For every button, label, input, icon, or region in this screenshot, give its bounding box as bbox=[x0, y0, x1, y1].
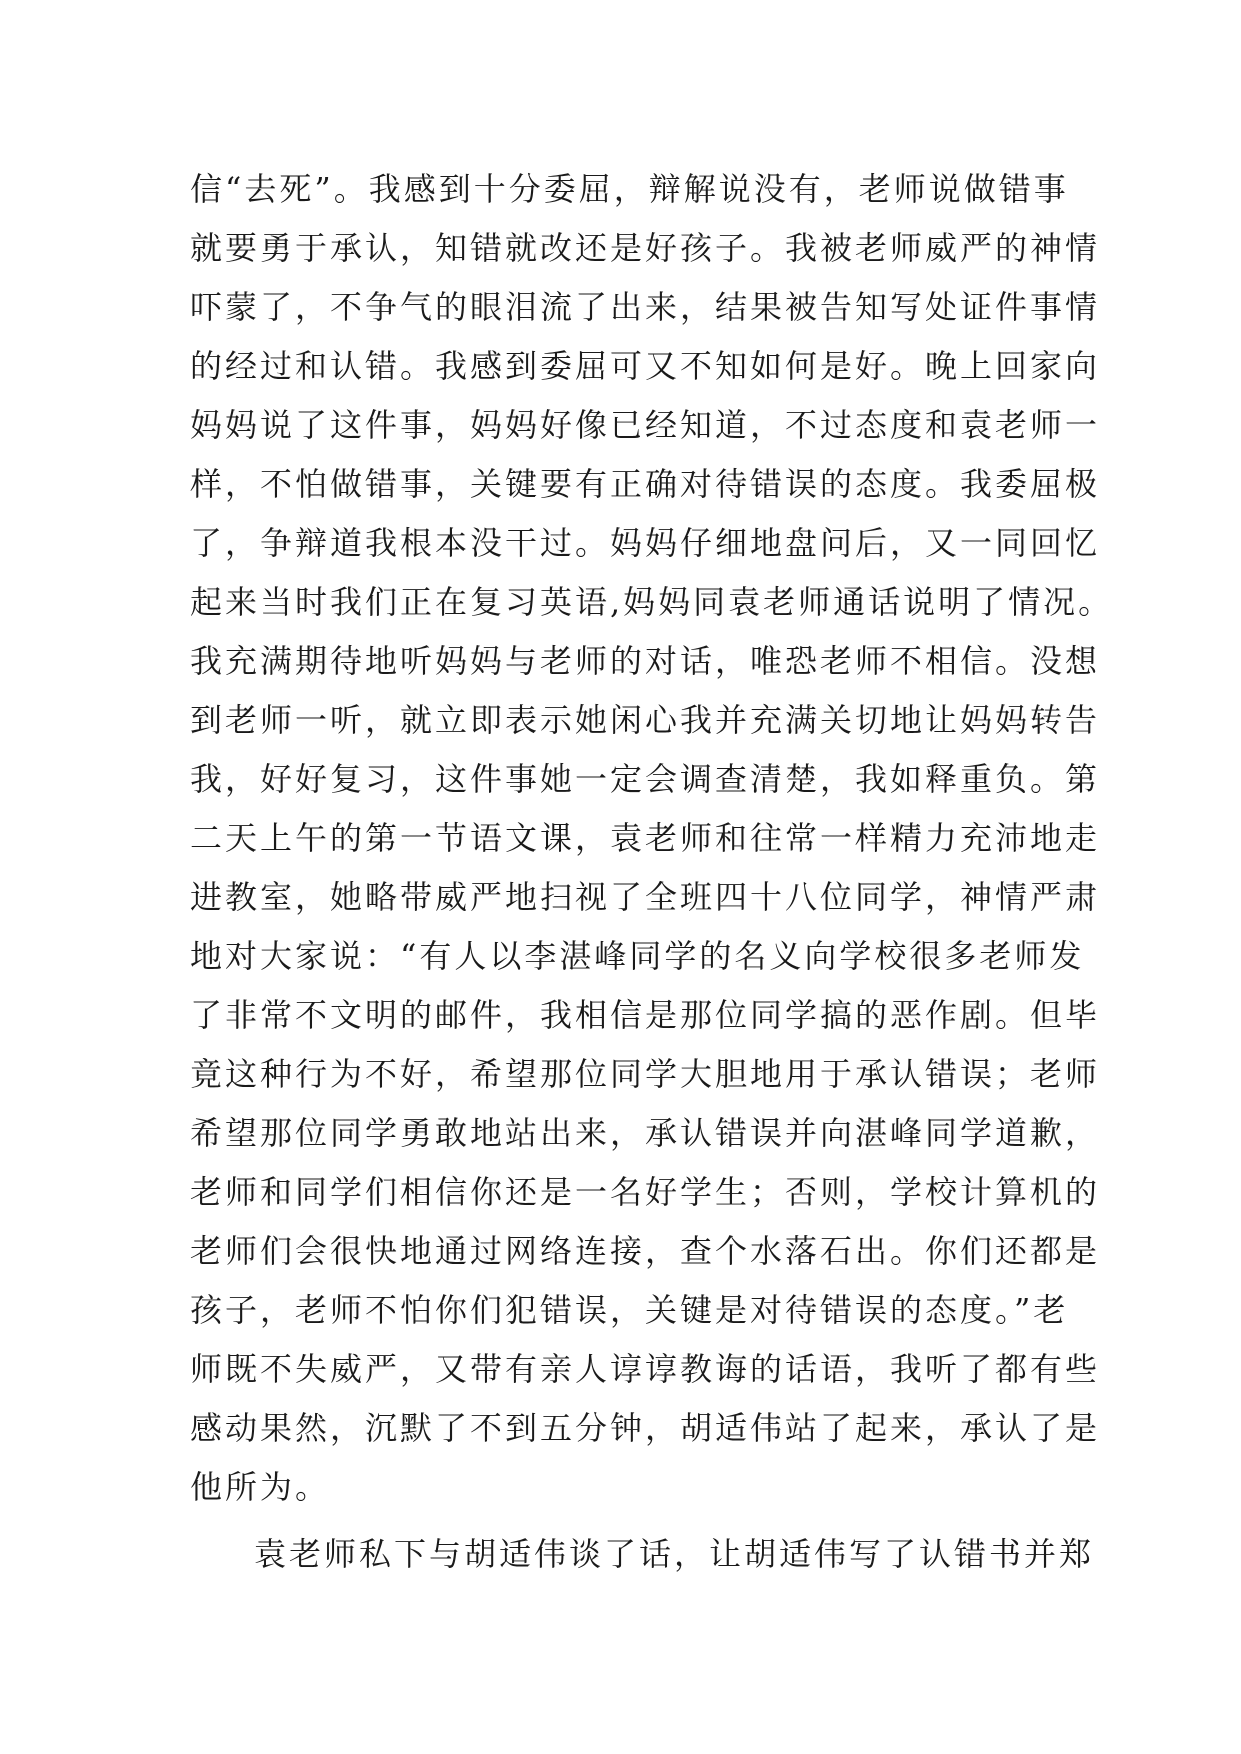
text-line: 我，好好复习，这件事她一定会调查清楚，我如释重负。第 bbox=[190, 760, 1101, 798]
text-line: 了非常不文明的邮件，我相信是那位同学搞的恶作剧。但毕 bbox=[190, 996, 1101, 1034]
text-line: 我充满期待地听妈妈与老师的对话，唯恐老师不相信。没想 bbox=[190, 642, 1101, 680]
text-line: 就要勇于承认，知错就改还是好孩子。我被老师威严的神情 bbox=[190, 229, 1101, 267]
text-line: 样，不怕做错事，关键要有正确对待错误的态度。我委屈极 bbox=[190, 465, 1101, 503]
text-line: 到老师一听，就立即表示她闲心我并充满关切地让妈妈转告 bbox=[190, 701, 1101, 739]
text-line: 他所为。 bbox=[190, 1468, 331, 1506]
text-line: 老师们会很快地通过网络连接，查个水落石出。你们还都是 bbox=[190, 1232, 1101, 1270]
text-line: 的经过和认错。我感到委屈可又不知如何是好。晚上回家向 bbox=[190, 347, 1101, 385]
text-line: 袁老师私下与胡适伟谈了话，让胡适伟写了认错书并郑 bbox=[254, 1535, 1095, 1573]
text-line: 希望那位同学勇敢地站出来，承认错误并向湛峰同学道歉， bbox=[190, 1114, 1101, 1152]
text-line: 吓蒙了，不争气的眼泪流了出来，结果被告知写处证件事情 bbox=[190, 288, 1101, 326]
text-line: 老师和同学们相信你还是一名好学生；否则，学校计算机的 bbox=[190, 1173, 1101, 1211]
text-line: 二天上午的第一节语文课，袁老师和往常一样精力充沛地走 bbox=[190, 819, 1101, 857]
paragraph-2 bbox=[190, 1525, 1095, 1584]
text-line: 了，争辩道我根本没干过。妈妈仔细地盘问后，又一同回忆 bbox=[190, 524, 1101, 562]
text-line: 进教室，她略带威严地扫视了全班四十八位同学，神情严肃 bbox=[190, 878, 1101, 916]
text-line: 孩子，老师不怕你们犯错误，关键是对待错误的态度。”老 bbox=[190, 1291, 1069, 1329]
text-line: 感动果然，沉默了不到五分钟，胡适伟站了起来，承认了是 bbox=[190, 1409, 1101, 1447]
text-line: 师既不失威严，又带有亲人谆谆教诲的话语，我听了都有些 bbox=[190, 1350, 1101, 1388]
text-line: 妈妈说了这件事，妈妈好像已经知道，不过态度和袁老师一 bbox=[190, 406, 1101, 444]
text-line: 信“去死”。我感到十分委屈，辩解说没有，老师说做错事 bbox=[190, 170, 1069, 208]
paragraph-spacer bbox=[190, 1517, 1070, 1525]
text-line: 起来当时我们正在复习英语,妈妈同袁老师通话说明了情况。 bbox=[190, 583, 1114, 621]
text-line: 竟这种行为不好，希望那位同学大胆地用于承认错误；老师 bbox=[190, 1055, 1101, 1093]
text-line: 地对大家说：“有人以李湛峰同学的名义向学校很多老师发 bbox=[190, 937, 1085, 975]
paragraph-1 bbox=[190, 160, 1114, 1517]
document-body bbox=[190, 160, 1114, 1584]
